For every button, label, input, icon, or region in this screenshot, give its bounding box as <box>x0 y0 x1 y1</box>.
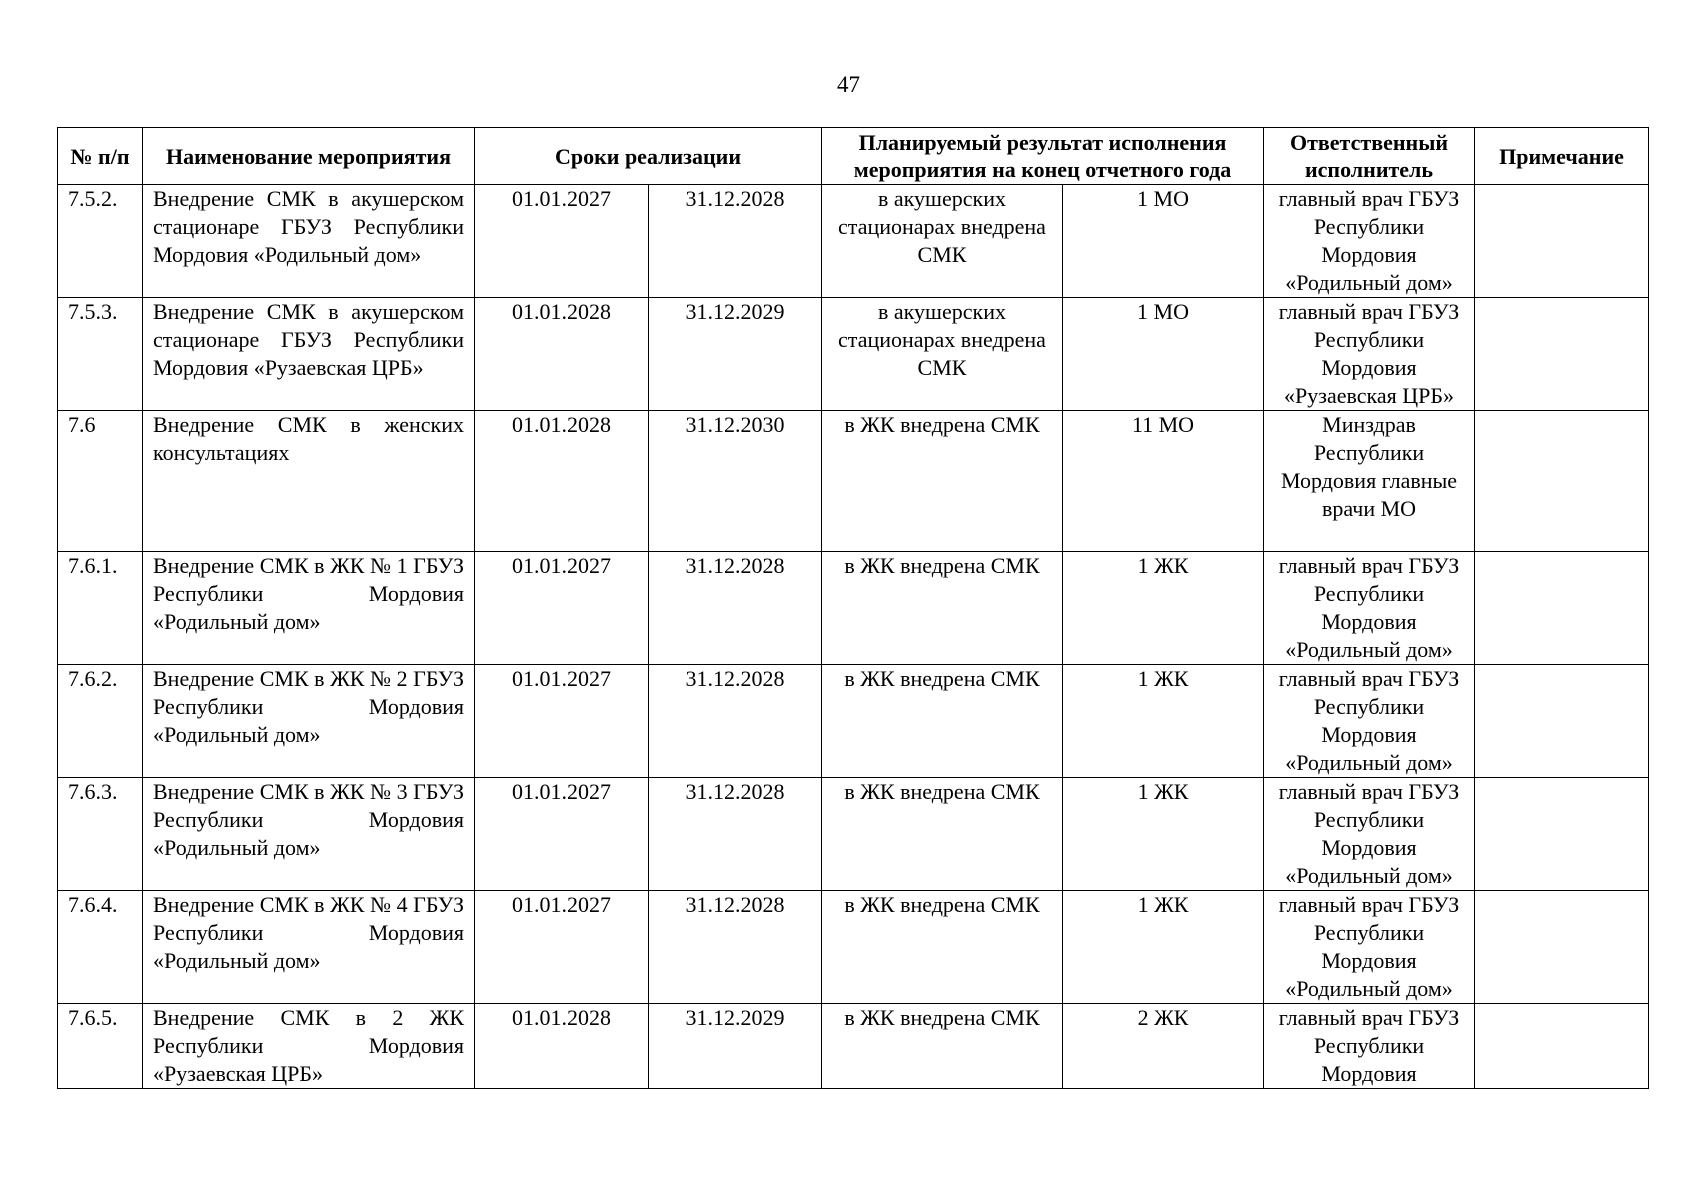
table-header-row <box>58 128 1649 185</box>
table-row <box>58 552 1649 665</box>
row-number: 7.6.4. <box>58 891 143 1004</box>
row-start-date: 01.01.2028 <box>475 411 649 552</box>
row-count: 1 МО <box>1063 298 1264 411</box>
row-end-date: 31.12.2029 <box>649 298 822 411</box>
plan-table <box>57 127 1649 1089</box>
row-start-date: 01.01.2027 <box>475 185 649 298</box>
row-result: в ЖК внедрена СМК <box>822 778 1063 891</box>
header-period: Сроки реализации <box>475 128 822 185</box>
row-note <box>1475 778 1649 891</box>
table-row <box>58 185 1649 298</box>
header-note: Примечание <box>1475 128 1649 185</box>
row-number: 7.6.3. <box>58 778 143 891</box>
row-responsible: главный врач ГБУЗ Республики Мордовия «Рузаевская ЦРБ» <box>1264 298 1475 411</box>
row-count: 1 ЖК <box>1063 891 1264 1004</box>
row-result: в ЖК внедрена СМК <box>822 891 1063 1004</box>
row-note <box>1475 411 1649 552</box>
row-responsible: главный врач ГБУЗ Республики Мордовия «Родильный дом» <box>1264 891 1475 1004</box>
row-note <box>1475 298 1649 411</box>
row-responsible: Минздрав Республики Мордовия главные врачи МО <box>1264 411 1475 552</box>
row-name: Внедрение СМК в ЖК № 3 ГБУЗ Республики Мордовия «Родильный дом» <box>143 778 475 891</box>
table-row <box>58 891 1649 1004</box>
row-number: 7.5.3. <box>58 298 143 411</box>
row-name: Внедрение СМК в акушерском стационаре ГБУЗ Республики Мордовия «Родильный дом» <box>143 185 475 298</box>
row-start-date: 01.01.2027 <box>475 665 649 778</box>
row-responsible: главный врач ГБУЗ Республики Мордовия «Родильный дом» <box>1264 778 1475 891</box>
row-note <box>1475 185 1649 298</box>
row-result: в ЖК внедрена СМК <box>822 1004 1063 1089</box>
row-note <box>1475 891 1649 1004</box>
row-responsible: главный врач ГБУЗ Республики Мордовия «Родильный дом» <box>1264 665 1475 778</box>
header-result: Планируемый результат исполнения мероприятия на конец отчетного года <box>822 128 1264 185</box>
row-responsible: главный врач ГБУЗ Республики Мордовия <box>1264 1004 1475 1089</box>
row-number: 7.6.2. <box>58 665 143 778</box>
row-name: Внедрение СМК в женских консультациях <box>143 411 475 552</box>
row-result: в ЖК внедрена СМК <box>822 665 1063 778</box>
row-note <box>1475 552 1649 665</box>
row-note <box>1475 1004 1649 1089</box>
row-end-date: 31.12.2028 <box>649 891 822 1004</box>
row-end-date: 31.12.2030 <box>649 411 822 552</box>
row-number: 7.5.2. <box>58 185 143 298</box>
row-count: 2 ЖК <box>1063 1004 1264 1089</box>
row-number: 7.6.5. <box>58 1004 143 1089</box>
row-name: Внедрение СМК в акушерском стационаре ГБУЗ Республики Мордовия «Рузаевская ЦРБ» <box>143 298 475 411</box>
row-end-date: 31.12.2028 <box>649 778 822 891</box>
header-name: Наименование мероприятия <box>143 128 475 185</box>
header-responsible: Ответственный исполнитель <box>1264 128 1475 185</box>
row-start-date: 01.01.2028 <box>475 1004 649 1089</box>
header-num: № п/п <box>58 128 143 185</box>
row-start-date: 01.01.2027 <box>475 778 649 891</box>
row-name: Внедрение СМК в ЖК № 1 ГБУЗ Республики Мордовия «Родильный дом» <box>143 552 475 665</box>
row-count: 1 МО <box>1063 185 1264 298</box>
row-note <box>1475 665 1649 778</box>
row-responsible: главный врач ГБУЗ Республики Мордовия «Родильный дом» <box>1264 552 1475 665</box>
page-number: 47 <box>837 72 860 97</box>
row-start-date: 01.01.2028 <box>475 298 649 411</box>
row-name: Внедрение СМК в ЖК № 4 ГБУЗ Республики Мордовия «Родильный дом» <box>143 891 475 1004</box>
table-row <box>58 778 1649 891</box>
row-end-date: 31.12.2029 <box>649 1004 822 1089</box>
row-count: 1 ЖК <box>1063 665 1264 778</box>
row-count: 1 ЖК <box>1063 552 1264 665</box>
row-responsible: главный врач ГБУЗ Республики Мордовия «Родильный дом» <box>1264 185 1475 298</box>
row-start-date: 01.01.2027 <box>475 552 649 665</box>
row-result: в акушерских стационарах внедрена СМК <box>822 185 1063 298</box>
row-name: Внедрение СМК в 2 ЖК Республики Мордовия «Рузаевская ЦРБ» <box>143 1004 475 1089</box>
row-end-date: 31.12.2028 <box>649 552 822 665</box>
row-count: 11 МО <box>1063 411 1264 552</box>
table-row <box>58 665 1649 778</box>
row-start-date: 01.01.2027 <box>475 891 649 1004</box>
row-result: в акушерских стационарах внедрена СМК <box>822 298 1063 411</box>
row-end-date: 31.12.2028 <box>649 665 822 778</box>
table-row <box>58 1004 1649 1089</box>
row-result: в ЖК внедрена СМК <box>822 411 1063 552</box>
table-row <box>58 298 1649 411</box>
row-number: 7.6.1. <box>58 552 143 665</box>
row-count: 1 ЖК <box>1063 778 1264 891</box>
row-name: Внедрение СМК в ЖК № 2 ГБУЗ Республики Мордовия «Родильный дом» <box>143 665 475 778</box>
table-row <box>58 411 1649 552</box>
row-end-date: 31.12.2028 <box>649 185 822 298</box>
row-result: в ЖК внедрена СМК <box>822 552 1063 665</box>
row-number: 7.6 <box>58 411 143 552</box>
